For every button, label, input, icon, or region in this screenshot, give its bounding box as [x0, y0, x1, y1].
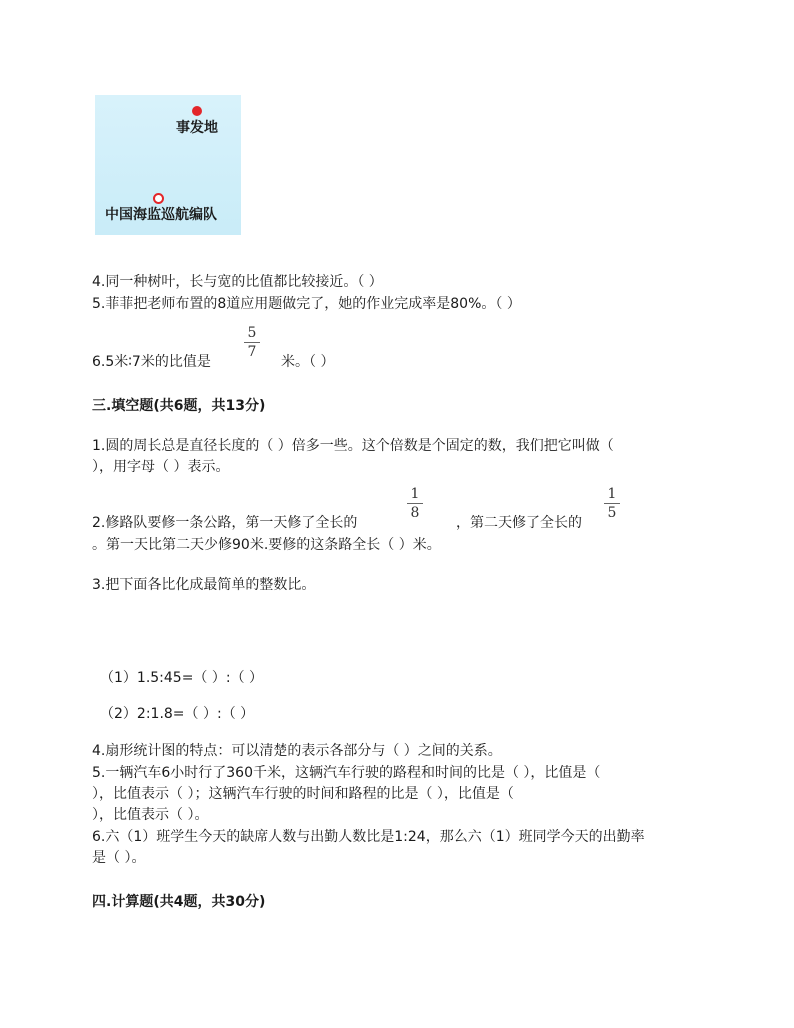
fraction-denominator: 8: [410, 505, 420, 521]
fill-question-2-line-2: 。第一天比第二天少修90米.要修的这条路全长（ ）米。: [92, 537, 441, 553]
fraction-bar: [407, 503, 423, 504]
fill-question-3-part-2: （2）2:1.8=（ ）:（ ）: [100, 706, 255, 722]
fill-question-2-text: 2.修路队要修一条公路，第一天修了全长的: [92, 515, 358, 531]
sea-map-figure: [95, 95, 241, 235]
fraction-one-fifth: [604, 486, 620, 521]
fraction-numerator: 5: [247, 325, 257, 341]
fraction-denominator: 7: [247, 344, 257, 360]
section-4-title: 四.计算题(共4题，共30分): [92, 894, 266, 910]
fill-question-1-line-2: ），用字母（ ）表示。: [92, 459, 230, 475]
section-3-title: 三.填空题(共6题，共13分): [92, 398, 266, 414]
fraction-numerator: 1: [410, 486, 420, 502]
fraction-denominator: 5: [607, 505, 617, 521]
fill-question-5-line-2: ），比值表示（ ）；这辆汽车行驶的时间和路程的比是（ ），比值是（: [92, 786, 514, 802]
fill-question-6-line-1: 6.六（1）班学生今天的缺席人数与出勤人数比是1:24，那么六（1）班同学今天的出勤率: [92, 829, 645, 845]
fraction-bar: [244, 342, 260, 343]
fill-question-1-line-1: 1.圆的周长总是直径长度的（ ）倍多一些。这个倍数是个固定的数，我们把它叫做（: [92, 438, 614, 454]
judge-question-6-tail: 米。（ ）: [281, 354, 335, 370]
fill-question-6-line-2: 是（ ）。: [92, 850, 146, 866]
fraction-bar: [604, 503, 620, 504]
fill-question-3: 3.把下面各比化成最简单的整数比。: [92, 577, 316, 593]
accident-label: 事发地: [176, 120, 218, 136]
judge-question-5: 5.菲菲把老师布置的8道应用题做完了，她的作业完成率是80%。（ ）: [92, 296, 521, 312]
fraction-numerator: 1: [607, 486, 617, 502]
fraction-one-eighth: [407, 486, 423, 521]
fill-question-2-middle: ，第二天修了全长的: [456, 515, 582, 531]
fleet-label: 中国海监巡航编队: [105, 207, 217, 223]
accident-marker-icon: [192, 106, 202, 116]
fill-question-5-line-1: 5.一辆汽车6小时行了360千米，这辆汽车行驶的路程和时间的比是（ ），比值是（: [92, 765, 601, 781]
judge-question-6-text: 6.5米∶7米的比值是: [92, 354, 211, 370]
fleet-marker-icon: [153, 193, 164, 204]
fill-question-5-line-3: ），比值表示（ ）。: [92, 807, 209, 823]
fill-question-3-part-1: （1）1.5:45=（ ）:（ ）: [100, 670, 264, 686]
judge-question-4: 4.同一种树叶，长与宽的比值都比较接近。（ ）: [92, 274, 383, 290]
fill-question-4: 4.扇形统计图的特点：可以清楚的表示各部分与（ ）之间的关系。: [92, 743, 502, 759]
fraction-five-sevenths: [244, 325, 260, 360]
